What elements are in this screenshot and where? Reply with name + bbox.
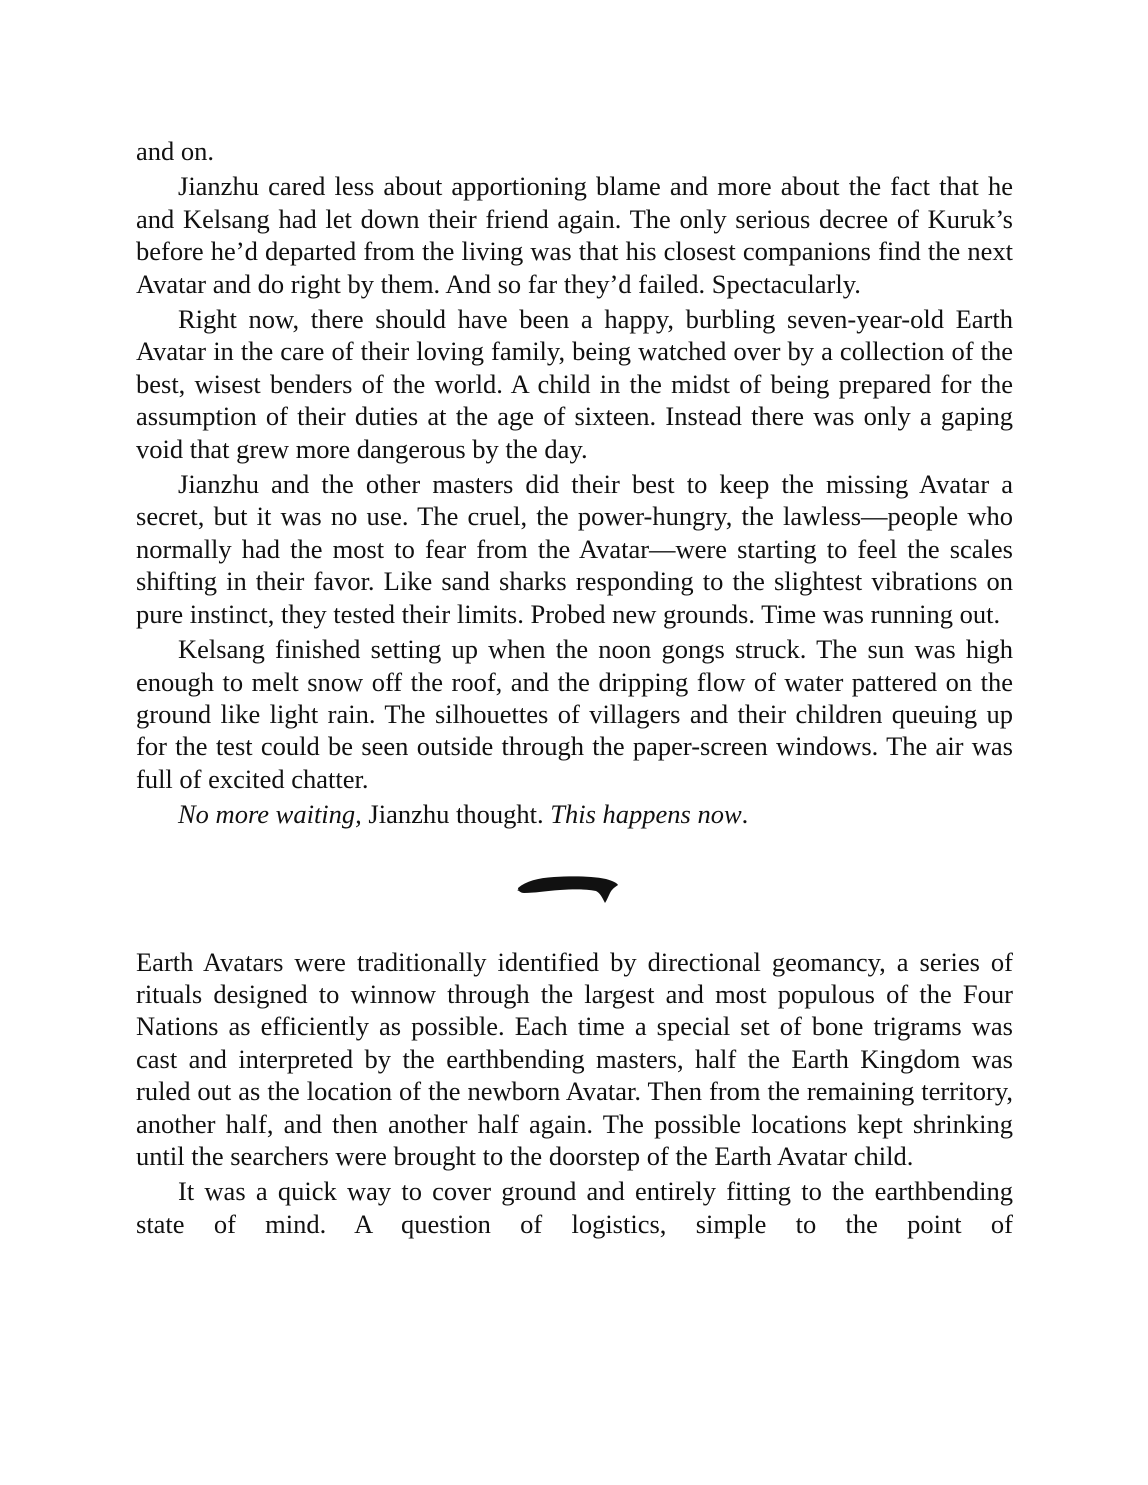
paragraph-closing-thought (136, 798, 1013, 830)
paragraph: Jianzhu cared less about apportioning blame and more about the fact that he and Kelsang had let down their friend again. The only serious decree of Kuruk’s before he’d departed from the living was that his closest companions find the next Avatar and do right by them. And so far they’d failed. Spectacularly. (136, 171, 1013, 299)
paragraph: Right now, there should have been a happy, burbling seven-year-old Earth Avatar in the care of their loving family, being watched over by a collection of the best, wisest benders of the world. A child in the midst of being prepared for the assumption of their duties at the age of sixteen. Instead there was only a gaping void that grew more dangerous by the day. (136, 304, 1013, 464)
brush-stroke-icon (516, 871, 620, 909)
plain-text: Jianzhu thought. (361, 799, 551, 830)
book-page (136, 135, 1013, 1243)
italic-text: This happens now (550, 799, 742, 830)
paragraph-section-start: Earth Avatars were traditionally identified by directional geomancy, a series of rituals designed to winnow through the largest and most populous of the Four Nations as efficiently as possible. Each time a special set of bone trigrams was cast and interpreted by the earthbending masters, half the Earth Kingdom was ruled out as the location of the newborn Avatar. Then from the remaining territory, another half, and then another half again. The possible locations kept shrinking until the searchers were brought to the doorstep of the Earth Avatar child. (136, 946, 1013, 1171)
paragraph: Jianzhu and the other masters did their best to keep the missing Avatar a secret, but it was no use. The cruel, the power-hungry, the lawless—people who normally had the most to fear from the Avatar—were starting to feel the scales shifting in their favor. Like sand sharks responding to the slightest vibrations on pure instinct, they tested their limits. Probed new grounds. Time was running out. (136, 469, 1013, 629)
plain-text: . (741, 799, 749, 830)
italic-text: No more waiting, (178, 799, 362, 830)
paragraph: It was a quick way to cover ground and entirely fitting to the earthbending state of mind. A question of logistics, simple to the point of (136, 1176, 1013, 1239)
section-divider (136, 834, 1013, 946)
paragraph: Kelsang finished setting up when the noon gongs struck. The sun was high enough to melt snow off the roof, and the dripping flow of water pattered on the ground like light rain. The silhouettes of villagers and their children queuing up for the test could be seen outside through the paper-screen windows. The air was full of excited chatter. (136, 634, 1013, 794)
paragraph-continuation: and on. (136, 136, 215, 166)
